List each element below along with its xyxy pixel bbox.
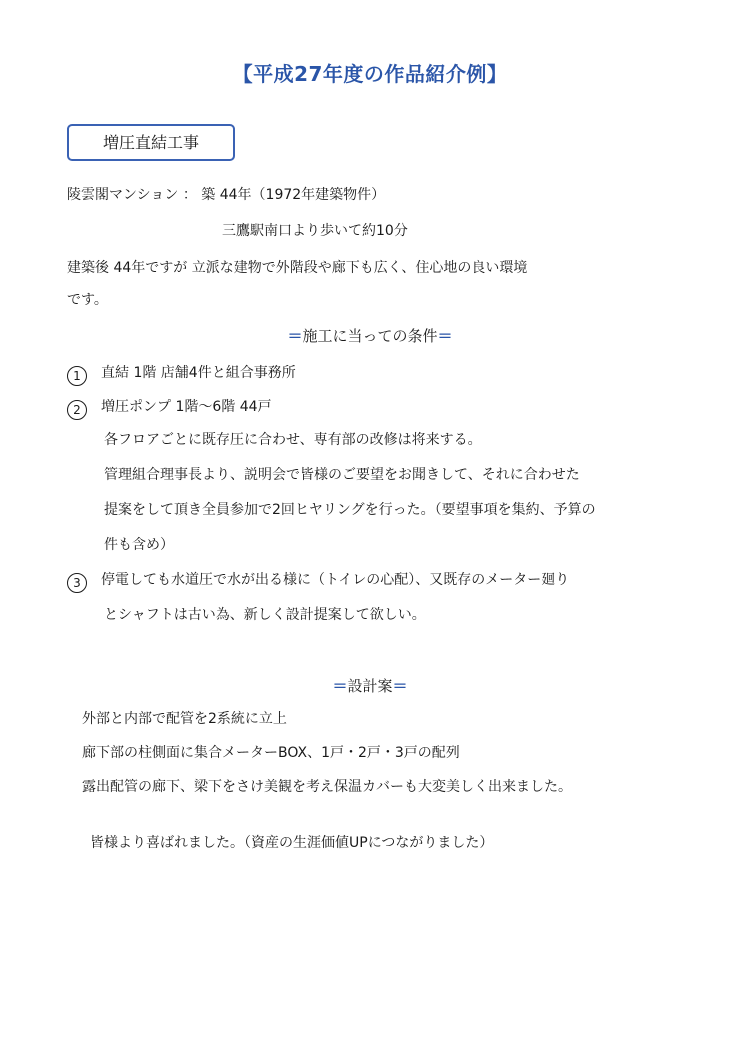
condition-item-2-detail: 各フロアごとに既存圧に合わせ、専有部の改修は将来する。 [104, 432, 482, 448]
intro-line-building: 陵雲閣マンション ： 築 44年（1972年建築物件） [67, 187, 386, 203]
condition-item-3-cont: とシャフトは古い為、新しく設計提案して欲しい。 [104, 607, 426, 623]
circled-number: 1 [67, 366, 87, 386]
intro-line-description: 建築後 44年ですが 立派な建物で外階段や廊下も広く、住心地の良い環境 [67, 260, 528, 276]
circled-number: 3 [67, 573, 87, 593]
design-line: 廊下部の柱側面に集合メーターBOX、1戸・2戸・3戸の配列 [82, 745, 460, 761]
intro-line-access: 三鷹駅南口より歩いて約10分 [222, 223, 408, 239]
condition-item-2-detail: 管理組合理事長より、説明会で皆様のご要望をお聞きして、それに合わせた [104, 467, 580, 483]
condition-item-1: 1 直結 1階 店舗4件と組合事務所 [67, 366, 296, 386]
design-heading: ＝設計案＝ [332, 677, 408, 695]
condition-item-3: 3 停電しても水道圧で水が出る様に（トイレの心配）、又既存のメーター廻り [67, 573, 569, 593]
condition-item-2: 2 増圧ポンプ 1階～6階 44戸 [67, 400, 272, 420]
page-title: 【平成27年度の作品紹介例】 [232, 62, 508, 86]
conditions-heading: ＝施工に当っての条件＝ [287, 327, 453, 345]
intro-line-description-cont: です。 [67, 292, 108, 308]
circled-number: 2 [67, 400, 87, 420]
condition-item-2-detail: 提案をして頂き全員参加で2回ヒヤリングを行った。（要望事項を集約、予算の [104, 502, 596, 518]
design-line: 外部と内部で配管を2系統に立上 [82, 711, 287, 727]
condition-item-2-detail: 件も含め） [104, 537, 174, 553]
closing-line: 皆様より喜ばれました。（資産の生涯価値UPにつながりました） [90, 835, 494, 851]
design-line: 露出配管の廊下、梁下をさけ美観を考え保温カバーも大変美しく出来ました。 [82, 779, 572, 795]
section-label: 増圧直結工事 [102, 133, 199, 152]
